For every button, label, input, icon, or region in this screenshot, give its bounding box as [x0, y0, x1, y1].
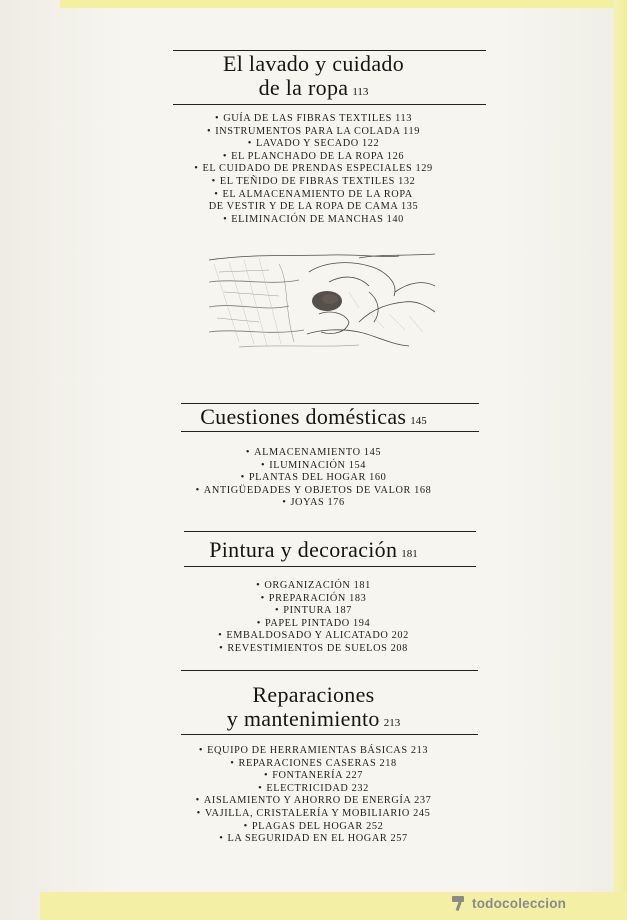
section-item-list	[0, 745, 627, 846]
list-item: • ELECTRICIDAD 232	[258, 782, 369, 794]
hammer-icon	[450, 894, 470, 912]
section-rule-bottom	[181, 734, 478, 735]
list-item-continuation: DE VESTIR Y DE LA ROPA DE CAMA 135	[208, 201, 419, 213]
list-item: • LA SEGURIDAD EN EL HOGAR 257	[219, 833, 408, 845]
section-title-line: Pintura y decoración	[209, 537, 398, 562]
section-title	[0, 52, 627, 104]
section-rule-top	[184, 531, 476, 532]
list-item: • PAPEL PINTADO 194	[256, 617, 371, 629]
section-title-line: y mantenimiento	[226, 706, 380, 731]
list-item: • JOYAS 176	[282, 497, 345, 509]
list-item: • FONTANERÍA 227	[263, 770, 364, 782]
list-item: • AISLAMIENTO Y AHORRO DE ENERGÍA 237	[195, 795, 432, 807]
section-item-list	[0, 447, 627, 510]
section-rule-bottom	[184, 566, 476, 567]
section-page-number: 145	[410, 415, 427, 427]
section-rule-bottom	[173, 104, 486, 105]
list-item: • PLAGAS DEL HOGAR 252	[243, 820, 384, 832]
list-item: • ILUMINACIÓN 154	[260, 459, 367, 471]
watermark-text: todocoleccion	[472, 895, 567, 911]
list-item: • INSTRUMENTOS PARA LA COLADA 119	[207, 125, 420, 137]
section-title	[0, 405, 627, 433]
list-item: • ELIMINACIÓN DE MANCHAS 140	[223, 213, 404, 225]
section-item-list	[0, 113, 627, 226]
section-rule-bottom	[181, 431, 479, 432]
section-page-number: 113	[352, 86, 369, 98]
list-item: • EL TEÑIDO DE FIBRAS TEXTILES 132	[211, 175, 416, 187]
section-title-line: Cuestiones domésticas	[200, 404, 407, 429]
list-item: • EL CUIDADO DE PRENDAS ESPECIALES 129	[194, 163, 433, 175]
section-title-line: Reparaciones	[252, 682, 375, 707]
list-item: • LAVADO Y SECADO 122	[247, 138, 380, 150]
list-item: • PLANTAS DEL HOGAR 160	[240, 472, 387, 484]
list-item: • EMBALDOSADO Y ALICATADO 202	[218, 630, 409, 642]
section-page-number: 213	[383, 717, 401, 729]
list-item: • EL ALMACENAMIENTO DE LA ROPA	[214, 188, 413, 200]
list-item: • PINTURA 187	[275, 605, 352, 617]
section-item-list	[0, 580, 627, 656]
section-title	[0, 538, 627, 566]
section-rule-top	[181, 670, 478, 671]
stain-removal-illustration	[209, 252, 435, 350]
list-item: • ALMACENAMIENTO 145	[245, 447, 382, 458]
list-item: • GUÍA DE LAS FIBRAS TEXTILES 113	[214, 113, 413, 124]
list-item: • REPARACIONES CASERAS 218	[230, 757, 397, 769]
list-item: • REVESTIMIENTOS DE SUELOS 208	[219, 642, 408, 654]
watermark	[450, 891, 566, 915]
section-page-number: 181	[401, 548, 418, 560]
list-item: • PREPARACIÓN 183	[260, 592, 367, 604]
list-item: • ORGANIZACIÓN 181	[256, 580, 371, 591]
list-item: • EL PLANCHADO DE LA ROPA 126	[222, 150, 405, 162]
list-item: • VAJILLA, CRISTALERÍA Y MOBILIARIO 245	[196, 807, 431, 819]
section-title	[0, 683, 627, 735]
section-title-line: de la ropa	[258, 75, 349, 100]
section-title-line: El lavado y cuidado	[222, 51, 405, 76]
yellow-tab-top	[60, 0, 627, 8]
list-item: • EQUIPO DE HERRAMIENTAS BÁSICAS 213	[198, 745, 429, 756]
list-item: • ANTIGÜEDADES Y OBJETOS DE VALOR 168	[195, 484, 432, 496]
